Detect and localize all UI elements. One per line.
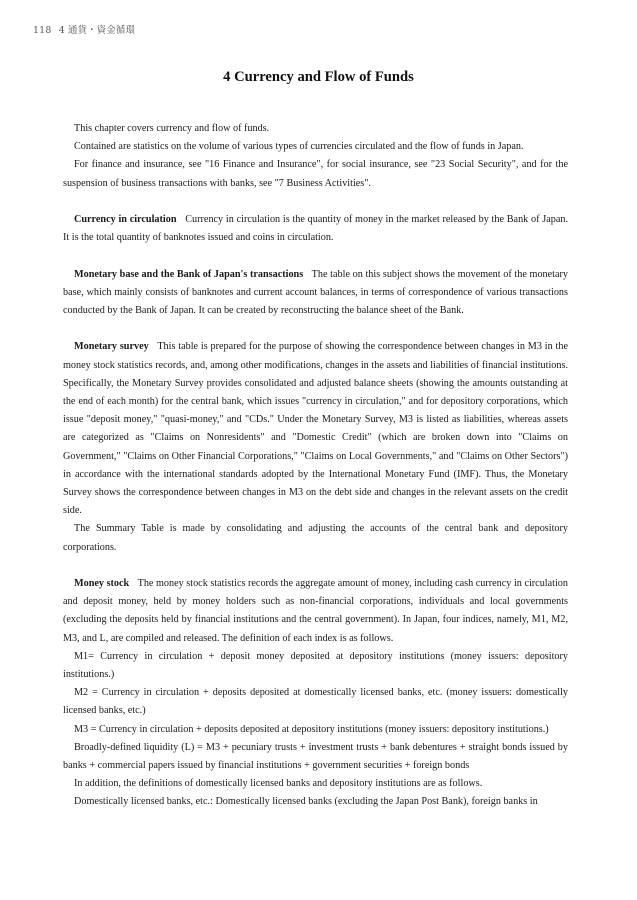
intro-paragraph: Contained are statistics on the volume of various types of currencies circulated and the flow of funds in Japan.	[74, 141, 524, 153]
section-currency	[63, 211, 568, 247]
definition-m3: M3 = Currency in circulation + deposits deposited at depository institutions (money issuers: depository institutions.)	[74, 723, 549, 735]
chapter-label: 4 通貨・資金循環	[58, 25, 136, 36]
section-monetary-survey	[63, 338, 568, 520]
section-monetary-base	[63, 266, 568, 321]
definition-domestic-banks: Domestically licensed banks, etc.: Domestically licensed banks (excluding the Japan Post Bank), foreign banks in	[74, 796, 538, 808]
section-text-money-stock: The money stock statistics records the aggregate amount of money, including cash currency in circulation and deposit money, held by money holders such as non-financial corporations, individuals and local governments (excluding the deposits held by financial institutions and the central government). In Japan, four indices, namely, M1, M2, M3, and L, are compiled and released. The definition of each index is as follows.	[63, 578, 568, 644]
body-text	[63, 120, 568, 812]
intro-paragraph: For finance and insurance, see "16 Finance and Insurance", for social insurance, see "23 Social Security", and for the suspension of business transactions with banks, see "7 Business Activities".	[63, 159, 568, 189]
section-text-monetary-survey: This table is prepared for the purpose of showing the correspondence between changes in M3 in the money stock statistics records, and, among other modifications, changes in the assets and liabilities of financial institutions. Specifically, the Monetary Survey provides consolidated and adjusted balance sheets (showing the amounts outstanding at the end of each month) for the central bank, which issues "currency in circulation," and for depository corporations, which issue "deposit money," "quasi-money," and "CDs." Under the Monetary Survey, M3 is listed as liabilities, whereas assets are categorized as "Claims on Nonresidents" and "Domestic Credit" (which are broken down into "Claims on Government," "Claims on Other Financial Corporations," "Claims on Local Governments," and "Claims on Other Sectors") in accordance with the international standards adopted by the International Monetary Fund (IMF). Thus, the Monetary Survey shows the correspondence between changes in M3 on the debt side and changes in the relevant assets on the credit side.	[63, 341, 568, 517]
page-number: 118	[33, 25, 52, 36]
definition-l: Broadly-defined liquidity (L) = M3 + pecuniary trusts + investment trusts + bank debentures + straight bonds issued by banks + commercial papers issued by financial institutions + government securities + foreign bonds	[63, 741, 568, 772]
section-heading-monetary-survey: Monetary survey	[74, 341, 149, 353]
definition-m2: M2 = Currency in circulation + deposits deposited at domestically licensed banks, etc. (money issuers: domestically licensed banks, etc.)	[63, 687, 568, 717]
section-text-currency: Currency in circulation is the quantity of money in the market released by the Bank of Japan. It is the total quantity of banknotes issued and coins in circulation.	[63, 214, 569, 244]
section-text-monetary-base: The table on this subject shows the movement of the monetary base, which mainly consists of banknotes and current account balances, in terms of correspondence of various transactions conducted by the Bank of Japan. It can be created by reconstructing the balance sheet of the Bank.	[63, 268, 568, 316]
section-heading-money-stock: Money stock	[74, 578, 130, 590]
running-header	[33, 22, 139, 36]
intro-paragraph: This chapter covers currency and flow of funds.	[74, 123, 270, 134]
definitions-addition: In addition, the definitions of domestically licensed banks and depository institutions are as follows.	[74, 778, 483, 790]
summary-table-paragraph: The Summary Table is made by consolidating and adjusting the accounts of the central bank and depository corporations.	[63, 523, 568, 553]
section-heading-monetary-base: Monetary base and the Bank of Japan's transactions	[74, 268, 304, 280]
section-money-stock	[63, 575, 568, 648]
page-title: 4 Currency and Flow of Funds	[223, 69, 414, 85]
section-heading-currency: Currency in circulation	[74, 214, 177, 225]
definition-m1: M1= Currency in circulation + deposit money deposited at depository institutions (money issuers: depository institutions.)	[63, 650, 568, 681]
